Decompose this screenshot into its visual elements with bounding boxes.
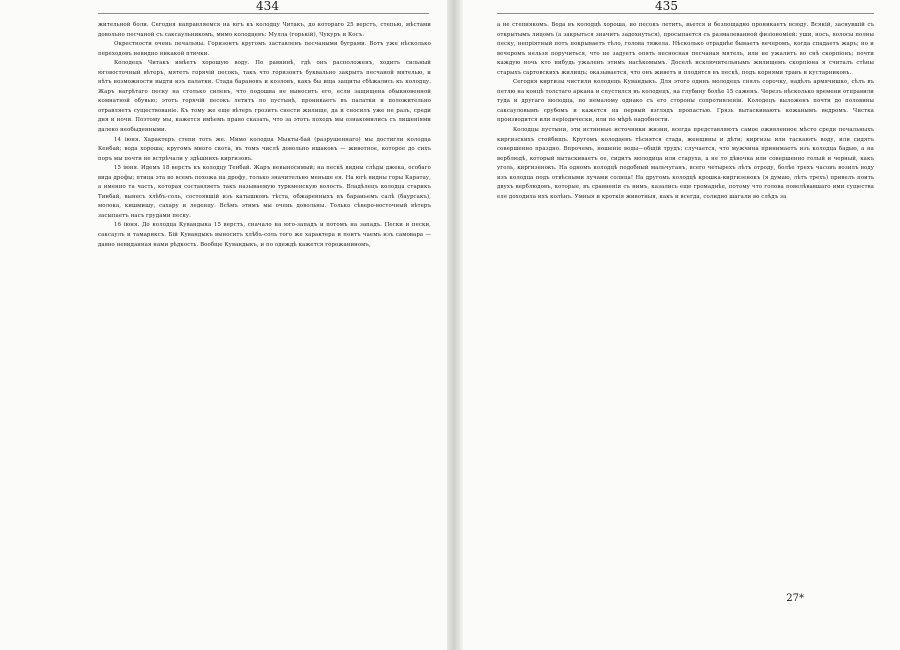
right-paragraph-1: а не степнякомъ. Вода въ колодцѣ хороша, но песокъ летитъ, вьется и безпощадно проникаетъ всюду. Всякій, заснувшій съ открытымъ лицомъ (а закрыться значитъ задохнуться), просыпается съ размалеванной физіономіей: уши, носъ, волосы полны песку, непріятный потъ покрываетъ тѣло, голова тяжела. Нѣсколько отраднѣе бываетъ вечеромъ, когда спадаетъ жаръ; но и вечеромъ нельзя поручиться, что не задуетъ опять несносная песчаная мятель, или не ужалитъ во снѣ скорпіонъ; почти каждую ночь кто нибудь ужаленъ этимъ насѣкомымъ. Доселѣ исключительнымъ жилищемъ скорпіона я считалъ стѣны старыхъ сартовскихъ жилищъ; оказывается, что онъ живетъ и плодится въ пескѣ, подъ корнями травъ и кустарниковъ.	[497, 22, 874, 76]
left-paragraph-1: жительной боли. Сегодня направляемся на югъ къ колодцу Читакъ, до котораго 25 верстъ, степью, мѣстами довольно песчаной съ саксаульникомъ, мимо колодцевъ: Мулла (горькій), Чукуръ и Косъ.	[98, 22, 431, 38]
signature-mark: 27*	[786, 593, 804, 604]
book-gutter	[447, 0, 463, 650]
right-header-rule	[497, 13, 874, 14]
left-header-rule	[98, 13, 429, 14]
left-paragraph-6: 16 іюня. До колодца Кувандыка 15 верстъ, сначало на юго-западъ и потомъ на западъ. Пески и пески, саксаулъ и тамариксъ. Бій Кувандыкъ выноситъ хлѣбъ-соль того же характера и поитъ чаемъ изъ самовара — давно невиданная нами рѣдкость. Вообще Кувандыкъ, и по одеждѣ кажется горожаниномъ,	[98, 222, 431, 248]
left-paragraph-3: Колодецъ Читакъ имѣетъ хорошую воду. По равнинѣ, гдѣ онъ расположенъ, ходитъ сильный юговосточный вѣтеръ, мятетъ горячій песокъ, такъ что горизонтъ буквально закрытъ песчаной мятелью, и нѣтъ возможности выдти изъ палатки. Стада барановъ и козловъ, какъ бы ища защиты сбѣжались къ колодцу. Жаръ нагрѣтаго песку на столько силенъ, что подошва не выноситъ его, если защищена обыкновенной комнатной обувью; этотъ горячій песокъ летитъ по пустынѣ, проникаетъ въ палатки и положительно отравляетъ существованіе. Къ тому же еще вѣтеръ грозитъ снести жилище, да и сносилъ уже не разъ, среди дня и ночи. Поэтому мы, кажется имѣемъ право сказать, что за этотъ походъ мы ознакомились съ лишеніями далеко необыденными.	[98, 60, 431, 134]
right-page	[463, 0, 900, 650]
right-paragraph-2: Сегодня киргизы чистили колодецъ Кувандыкъ. Для этого одинъ молодецъ снялъ сорочку, надѣлъ армячишко, сѣлъ въ петлю на концѣ толстаго аркана и спустился въ колодецъ, на глубину болѣе 15 саженъ. Черезъ нѣсколько времени отправили туда и другаго молодца, по немалому однако съ его стороны сопротивленіи. Колодецъ выложенъ почти до половины саксауловымъ срубомъ и кажется на первый взглядъ пропастью. Грязь вытаскиваютъ кожанымъ ведромъ. Чистка производится или періодически, или по мѣрѣ надобности.	[497, 79, 874, 124]
right-page-number: 435	[655, 0, 678, 13]
left-page-number: 434	[256, 0, 279, 13]
left-paragraph-4: 14 іюня. Характеръ степи тотъ же. Мимо колодца Мыкты-бай (разрушеннаго) мы достигли колодца Кенбай; вода хороша; кругомъ много скота, въ томъ числѣ довольно ишаковъ — животное, которое до сихъ поръ мы почти не встрѣчали у здѣшнихъ киргизовъ.	[98, 136, 431, 162]
left-paragraph-5: 15 іюня. Идемъ 18 верстъ къ колодцу Тенбай. Жаръ невыносимый; на пескѣ видны слѣды джека, особаго вида дрофы; птица эта во всемъ похожа на дрофу, только значительно меньше ея. На югѣ видны горы Каратау, а именно та часть, которая составляетъ такъ называемую туркменскую волость. Владѣлецъ колодца старикъ Тинбай, вынесъ хлѣбъ-соль, состоявшій изъ катышковъ тѣста, обжаренныхъ въ бараньемъ салѣ (баурсакъ), молока, кишмишу, сахару и леденцу. Всѣмъ этимъ мы очень довольны. Только сѣверо-восточный вѣтеръ засыпаетъ насъ грудами песку.	[98, 165, 431, 219]
left-page	[0, 0, 447, 650]
right-paragraph-3: Колодцы пустыни, эти истинные источники жизни, всегда представляютъ самое оживленное мѣсто среди печальныхъ киргизскихъ стойбищъ. Кругомъ колодцевъ тѣснятся стада, женщины и дѣти; киргизы или таскаютъ воду, или сидятъ совершенно праздно. Впрочемъ, ношеніе воды—общій трудъ; случается, что мужчина принимаетъ изъ колодца бадью, а на верблюдѣ, который вытаскиваетъ ее, сидитъ молодица или старуха, а не то дѣвочка или совершенно голый и черный, какъ уголь, киргизенокъ. На одномъ колодцѣ подобный мальчуганъ, всего четырехъ лѣтъ отроду, болѣе трехъ часовъ возилъ воду изъ колодца подъ отвѣсными лучами солнца! На другомъ колодцѣ крошка-киргизенокъ (я думаю, лѣтъ трехъ) привелъ поить двухъ верблюдовъ, которые, въ сравненіи съ нимъ, казались еще громаднѣе, потому что голова повелѣвавшаго ими существа еле доходила ихъ колѣнъ. Умныя и кроткія животныя, какъ и всегда, солидно шагали во слѣдъ за	[497, 127, 874, 200]
left-paragraph-2: Окрестности очень печальны. Горизонтъ кругомъ заставленъ песчаными буграми. Вотъ уже нѣсколько переходовъ невидно никакой птички.	[98, 41, 431, 57]
